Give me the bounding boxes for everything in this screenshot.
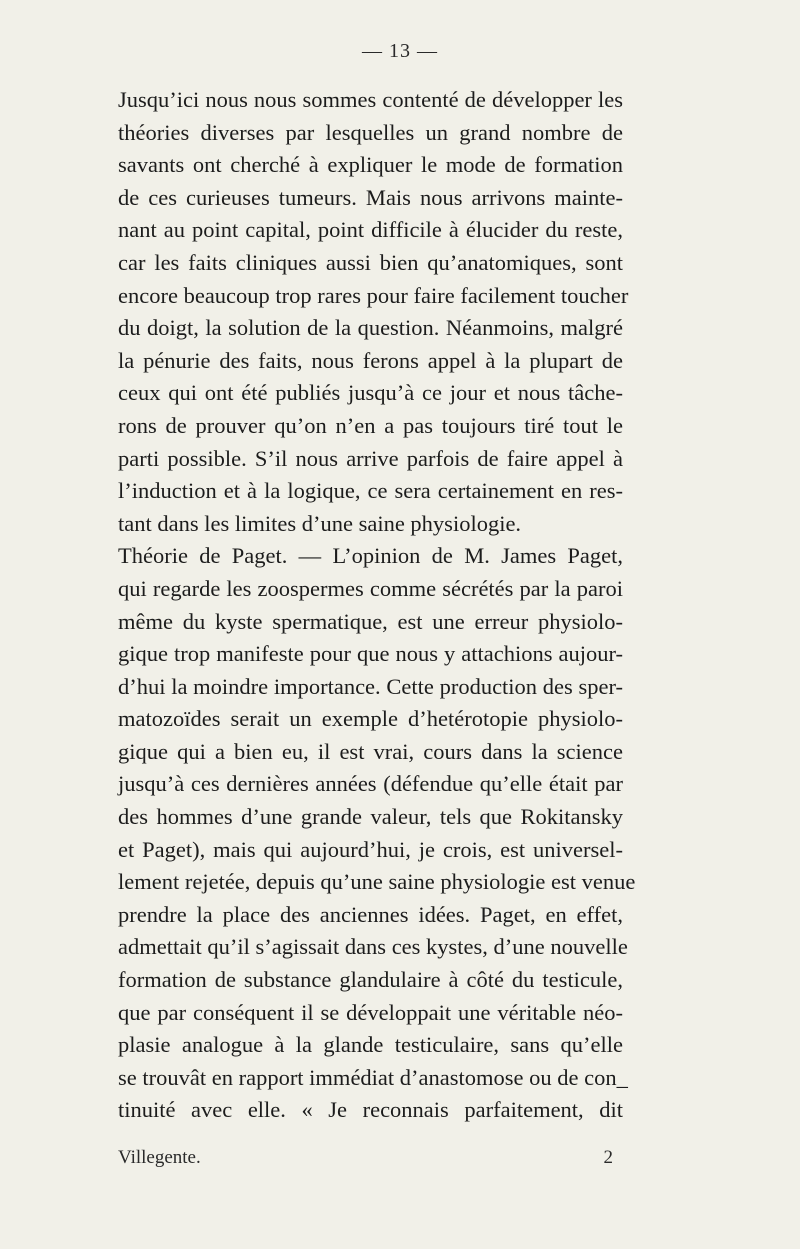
text-line: et Paget), mais qui aujourd’hui, je crois, est universel-	[118, 836, 623, 862]
text-line: plasie analogue à la glande testiculaire, sans qu’elle	[118, 1032, 623, 1058]
section-heading-line: Théorie de Paget. — L’opinion de M. James Paget,	[118, 543, 623, 569]
page-number: — 13 —	[362, 40, 438, 62]
text-line: parti possible. S’il nous arrive parfois de faire appel à	[118, 445, 623, 471]
folio-number: 2	[603, 1147, 613, 1168]
text-line: théories diverses par lesquelles un grand nombre de	[118, 119, 623, 145]
text-line: qui regarde les zoospermes comme sécrétés par la paroi	[118, 575, 623, 601]
text-line: gique qui a bien eu, il est vrai, cours dans la science	[118, 738, 623, 764]
text-line: des hommes d’une grande valeur, tels que Rokitansky	[118, 804, 623, 830]
text-line: car les faits cliniques aussi bien qu’anatomiques, sont	[118, 249, 623, 275]
paragraph-end-line: tant dans les limites d’une saine physiologie.	[118, 510, 522, 536]
text-line: lement rejetée, depuis qu’une saine physiologie est venue	[118, 869, 636, 895]
text-line: d’hui la moindre importance. Cette production des sper-	[118, 673, 623, 699]
text-line: que par conséquent il se développait une véritable néo-	[118, 999, 623, 1025]
text-line: admettait qu’il s’agissait dans ces kystes, d’une nouvelle	[118, 934, 628, 960]
text-line: encore beaucoup trop rares pour faire facilement toucher	[118, 282, 629, 308]
text-line: ceux qui ont été publiés jusqu’à ce jour et nous tâche-	[118, 380, 623, 406]
signature-mark: Villegente.	[118, 1147, 201, 1168]
text-line: même du kyste spermatique, est une erreur physiolo-	[118, 608, 623, 634]
text-line: formation de substance glandulaire à côté du testicule,	[118, 967, 623, 993]
text-line: du doigt, la solution de la question. Néanmoins, malgré	[118, 315, 623, 341]
text-line: l’induction et à la logique, ce sera certainement en res-	[118, 478, 623, 504]
text-line: gique trop manifeste pour que nous y attachions aujour-	[118, 641, 623, 667]
body-text	[118, 84, 636, 1127]
text-line: tinuité avec elle. « Je reconnais parfaitement, dit	[118, 1097, 623, 1123]
text-line: matozoïdes serait un exemple d’hetérotopie physiolo-	[118, 706, 623, 732]
text-line: jusqu’à ces dernières années (défendue qu’elle était par	[118, 771, 623, 797]
text-line: nant au point capital, point difficile à élucider du reste,	[118, 217, 623, 243]
text-line: de ces curieuses tumeurs. Mais nous arrivons mainte-	[118, 184, 623, 210]
text-line: la pénurie des faits, nous ferons appel à la plupart de	[118, 347, 623, 373]
text-line: savants ont cherché à expliquer le mode de formation	[118, 152, 623, 178]
text-line: se trouvât en rapport immédiat d’anastomose ou de con_	[118, 1064, 628, 1090]
text-line: Jusqu’ici nous nous sommes contenté de développer les	[118, 87, 623, 112]
text-line: rons de prouver qu’on n’en a pas toujours tiré tout le	[118, 412, 623, 438]
text-line: prendre la place des anciennes idées. Paget, en effet,	[118, 901, 623, 927]
